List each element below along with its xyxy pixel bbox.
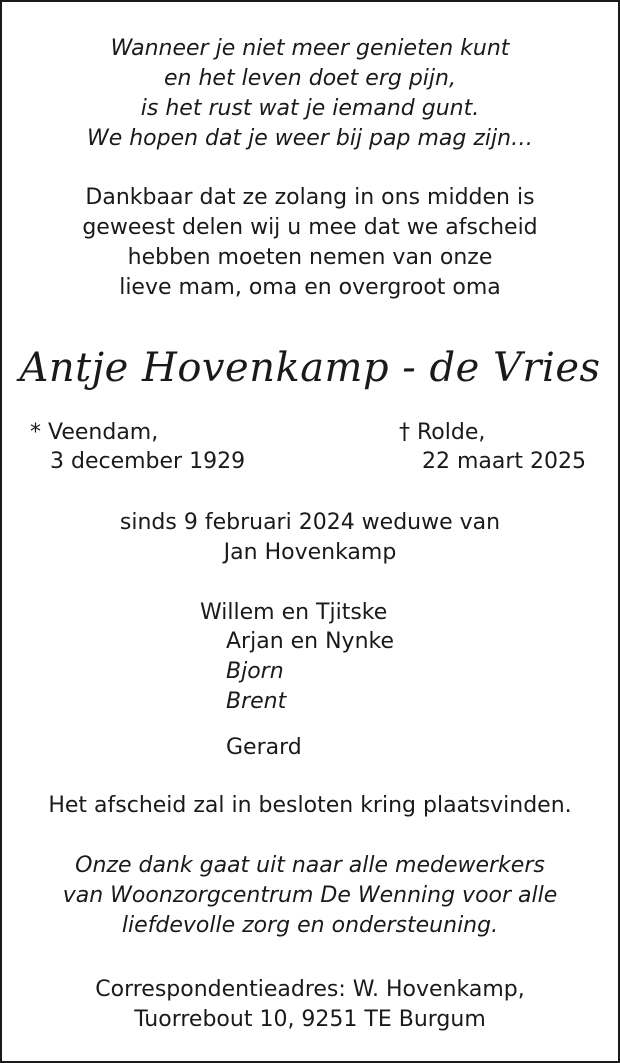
farewell-line: Het afscheid zal in besloten kring plaatsvinden. xyxy=(48,793,572,818)
thanks-line: Onze dank gaat uit naar alle medewerkers xyxy=(75,853,545,878)
farewell xyxy=(2,791,618,821)
correspondence-line: Tuorrebout 10, 9251 TE Burgum xyxy=(134,1007,486,1032)
announcement-line: lieve mam, oma en overgroot oma xyxy=(119,275,501,300)
poem-line: We hopen dat je weer bij pap mag zijn… xyxy=(86,126,534,151)
widow-line: Jan Hovenkamp xyxy=(223,540,397,565)
family-great-grandchild: Bjorn xyxy=(226,659,284,684)
correspondence-line: Correspondentieadres: W. Hovenkamp, xyxy=(95,977,525,1002)
widow-line: sinds 9 februari 2024 weduwe van xyxy=(119,510,501,535)
birth-place: * Veendam, xyxy=(30,420,159,445)
thanks-line: liefdevolle zorg en ondersteuning. xyxy=(121,913,499,938)
thanks-line: van Woonzorgcentrum De Wenning voor alle xyxy=(62,883,558,908)
announcement xyxy=(2,183,618,303)
family-children: Willem en Tjitske xyxy=(200,600,388,625)
announcement-line: hebben moeten nemen van onze xyxy=(127,245,493,270)
family-children: Gerard xyxy=(226,735,302,760)
family-grandchildren: Arjan en Nynke xyxy=(226,629,395,654)
announcement-line: geweest delen wij u mee dat we afscheid xyxy=(82,215,538,240)
poem-line: Wanneer je niet meer genieten kunt xyxy=(110,36,510,61)
poem xyxy=(2,34,618,154)
poem-line: en het leven doet erg pijn, xyxy=(164,66,456,91)
poem-line: is het rust wat je iemand gunt. xyxy=(140,96,480,121)
thanks xyxy=(2,851,618,941)
correspondence xyxy=(2,975,618,1035)
death-place: † Rolde, xyxy=(399,420,486,445)
deceased-name: Antje Hovenkamp - de Vries xyxy=(19,345,601,391)
announcement-line: Dankbaar dat ze zolang in ons midden is xyxy=(85,185,535,210)
family-great-grandchild: Brent xyxy=(226,689,287,714)
birth-date: 3 december 1929 xyxy=(50,449,246,474)
widow-info xyxy=(2,508,618,568)
death-date: 22 maart 2025 xyxy=(422,449,587,474)
